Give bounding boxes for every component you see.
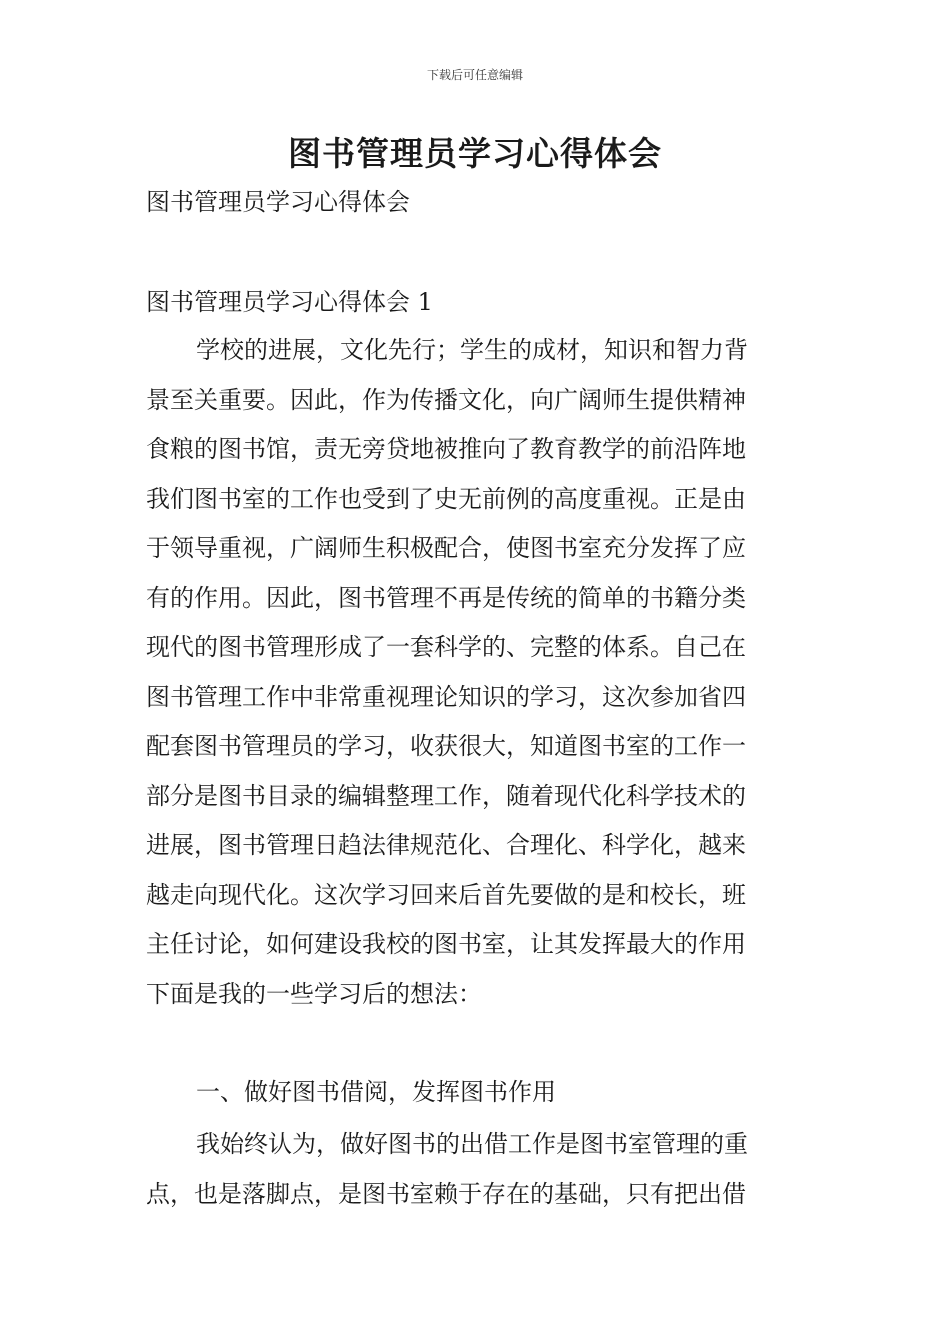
paragraph-line: 食粮的图书馆，责无旁贷地被推向了教育教学的前沿阵地: [146, 435, 746, 463]
subheading-1: 一、做好图书借阅，发挥图书作用: [196, 1078, 556, 1106]
paragraph-line: 我们图书室的工作也受到了史无前例的高度重视。正是由: [146, 484, 746, 513]
paragraph-line: 学校的进展，文化先行；学生的成材，知识和智力背: [196, 336, 748, 364]
paragraph-line: 主任讨论，如何建设我校的图书室，让其发挥最大的作用: [146, 930, 746, 958]
paragraph-line: 于领导重视，广阔师生积极配合，使图书室充分发挥了应: [146, 534, 746, 562]
paragraph-1: [146, 326, 806, 1019]
paragraph-line: 越走向现代化。这次学习回来后首先要做的是和校长，班: [146, 880, 746, 909]
paragraph-line: 点，也是落脚点，是图书室赖于存在的基础，只有把出借: [146, 1179, 746, 1208]
paragraph-line: 进展，图书管理日趋法律规范化、合理化、科学化，越来: [146, 831, 746, 859]
paragraph-line: 图书管理工作中非常重视理论知识的学习，这次参加省四: [146, 682, 746, 711]
document-title: 图书管理员学习心得体会: [288, 134, 662, 173]
paragraph-line: 现代的图书管理形成了一套科学的、完整的体系。自己在: [146, 633, 746, 661]
section-heading: 图书管理员学习心得体会 1: [146, 288, 433, 316]
header-note: 下载后可任意编辑: [426, 68, 523, 82]
document-subtitle: 图书管理员学习心得体会: [146, 188, 410, 216]
paragraph-line: 景至关重要。因此，作为传播文化，向广阔师生提供精神: [146, 385, 746, 414]
paragraph-line: 部分是图书目录的编辑整理工作，随着现代化科学技术的: [146, 781, 746, 810]
paragraph-line: 有的作用。因此，图书管理不再是传统的简单的书籍分类: [146, 583, 746, 612]
paragraph-2: [146, 1120, 806, 1219]
paragraph-line: 配套图书管理员的学习，收获很大，知道图书室的工作一: [146, 732, 746, 760]
paragraph-line: 下面是我的一些学习后的想法：: [146, 979, 482, 1008]
paragraph-line: 我始终认为，做好图书的出借工作是图书室管理的重: [196, 1130, 748, 1158]
